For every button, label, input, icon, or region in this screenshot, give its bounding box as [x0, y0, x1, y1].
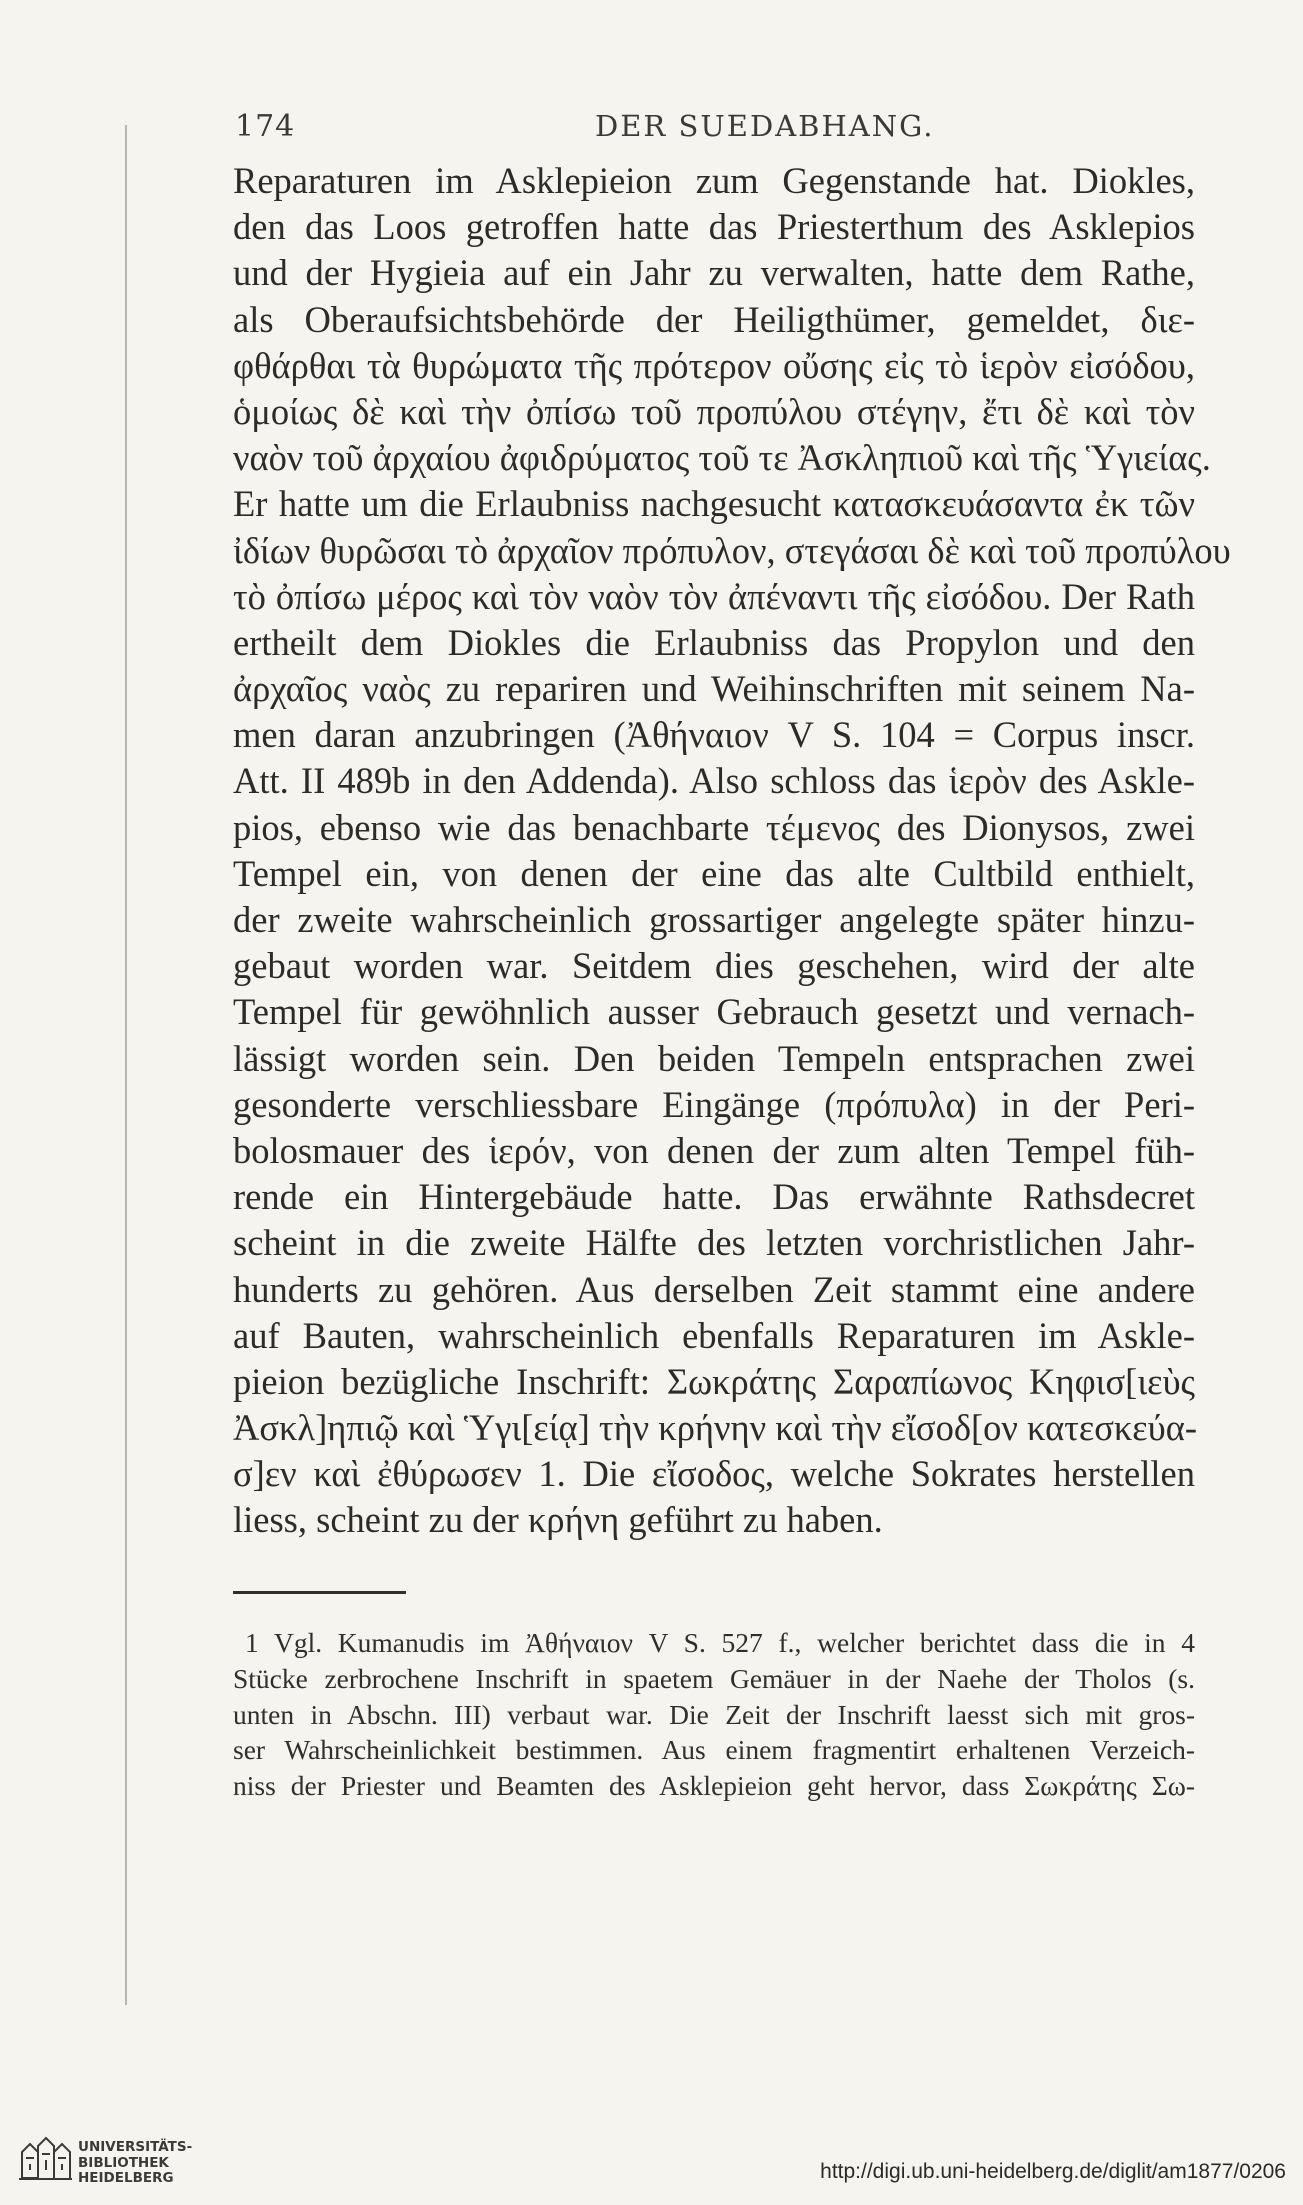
- text-line: τὸ ὀπίσω μέρος καὶ τὸν ναὸν τὸν ἀπέναντι τῆς εἰσόδου. Der Rath: [233, 575, 1195, 617]
- library-line: HEIDELBERG: [78, 2170, 174, 2186]
- text-line: scheint in die zweite Hälfte des letzten vorchristlichen Jahr-: [233, 1222, 1195, 1264]
- text-line: Er hatte um die Erlaubniss nachgesucht κατασκευάσαντα ἐκ τῶν: [233, 483, 1195, 525]
- text-line: Ἀσκλ]ηπιῷ καὶ Ὑγι[είᾳ] τὴν κρήνην καὶ τὴν εἴσοδ[ον κατεσκεύα-: [233, 1407, 1197, 1449]
- body-text: [233, 158, 1231, 1544]
- running-head: DER SUEDABHANG.: [595, 109, 935, 143]
- text-line: ertheilt dem Diokles die Erlaubniss das Propylon und den: [233, 621, 1195, 663]
- footnote-line: Stücke zerbrochene Inschrift in spaetem Gemäuer in der Naehe der Tholos (s.: [233, 1662, 1195, 1694]
- footnote-line: niss der Priester und Beamten des Asklepieion geht hervor, dass Σωκράτης Σω-: [233, 1770, 1195, 1802]
- text-line: φθάρθαι τὰ θυρώματα τῆς πρότερον οὔσης εἰς τὸ ἱερὸν εἰσόδου,: [233, 344, 1195, 386]
- text-line: pieion bezügliche Inschrift: Σωκράτης Σαραπίωνος Κηφισ[ιεὺς: [233, 1360, 1195, 1402]
- library-line: BIBLIOTHEK: [78, 2154, 169, 2171]
- text-line: Reparaturen im Asklepieion zum Gegenstande hat. Diokles,: [233, 160, 1195, 201]
- text-line: den das Loos getroffen hatte das Priesterthum des Asklepios: [233, 206, 1195, 248]
- footnote-line: ser Wahrscheinlichkeit bestimmen. Aus einem fragmentirt erhaltenen Verzeich-: [233, 1734, 1195, 1766]
- text-line: men daran anzubringen (Ἀθήναιον V S. 104 = Corpus inscr.: [233, 714, 1195, 756]
- footnote-line: unten in Abschn. III) verbaut war. Die Zeit der Inschrift laesst sich mit gros-: [233, 1698, 1195, 1730]
- footnotes: [233, 1625, 1195, 1804]
- text-line: gesonderte verschliessbare Eingänge (πρόπυλα) in der Peri-: [233, 1083, 1195, 1125]
- text-line: σ]εν καὶ ἐθύρωσεν 1. Die εἴσοδος, welche Sokrates herstellen: [233, 1453, 1195, 1495]
- text-line: ὁμοίως δὲ καὶ τὴν ὀπίσω τοῦ προπύλου στέγην, ἔτι δὲ καὶ τὸν: [233, 390, 1195, 432]
- university-seal-icon: [16, 2132, 74, 2184]
- text-line: Att. II 489b in den Addenda). Also schloss das ἱερὸν des Askle-: [233, 760, 1195, 802]
- text-line: auf Bauten, wahrscheinlich ebenfalls Reparaturen im Askle-: [233, 1314, 1195, 1356]
- footnote-rule: [233, 1591, 406, 1594]
- text-line: als Oberaufsichtsbehörde der Heiligthümer, gemeldet, διε-: [233, 298, 1195, 340]
- library-name: [78, 2140, 192, 2187]
- text-line: ναὸν τοῦ ἀρχαίου ἀφιδρύματος τοῦ τε Ἀσκληπιοῦ καὶ τῆς Ὑγιείας.: [233, 437, 1211, 479]
- page-header: [235, 103, 1218, 153]
- text-line: ἰδίων θυρῶσαι τὸ ἀρχαῖον πρόπυλον, στεγάσαι δὲ καὶ τοῦ προπύλου: [233, 529, 1231, 571]
- text-line: hunderts zu gehören. Aus derselben Zeit stammt eine andere: [233, 1268, 1195, 1310]
- text-line: bolosmauer des ἱερόν, von denen der zum alten Tempel füh-: [233, 1129, 1195, 1171]
- text-line: rende ein Hintergebäude hatte. Das erwähnte Rathsdecret: [233, 1176, 1195, 1218]
- text-line: ἀρχαῖος ναὸς zu repariren und Weihinschriften mit seinem Na-: [233, 668, 1195, 710]
- footnote-line: 1 Vgl. Kumanudis im Ἀθήναιον V S. 527 f., welcher berichtet dass die in 4: [245, 1627, 1195, 1658]
- text-line: der zweite wahrscheinlich grossartiger angelegte später hinzu-: [233, 899, 1195, 940]
- source-url[interactable]: http://digi.ub.uni-heidelberg.de/diglit/am1877/0206: [820, 2160, 1286, 2183]
- text-line: und der Hygieia auf ein Jahr zu verwalten, hatte dem Rathe,: [233, 252, 1195, 294]
- text-line: lässigt worden sein. Den beiden Tempeln entsprachen zwei: [233, 1037, 1195, 1079]
- page-number: 174: [235, 109, 296, 144]
- text-line: Tempel für gewöhnlich ausser Gebrauch gesetzt und vernach-: [233, 991, 1195, 1033]
- library-line: UNIVERSITÄTS-: [78, 2139, 193, 2155]
- page-edge-line: [125, 125, 127, 2005]
- text-line: Tempel ein, von denen der eine das alte Cultbild enthielt,: [233, 852, 1195, 894]
- text-line: pios, ebenso wie das benachbarte τέμενος des Dionysos, zwei: [233, 806, 1195, 848]
- text-line: liess, scheint zu der κρήνη geführt zu haben.: [233, 1499, 883, 1541]
- text-line: gebaut worden war. Seitdem dies geschehen, wird der alte: [233, 945, 1195, 987]
